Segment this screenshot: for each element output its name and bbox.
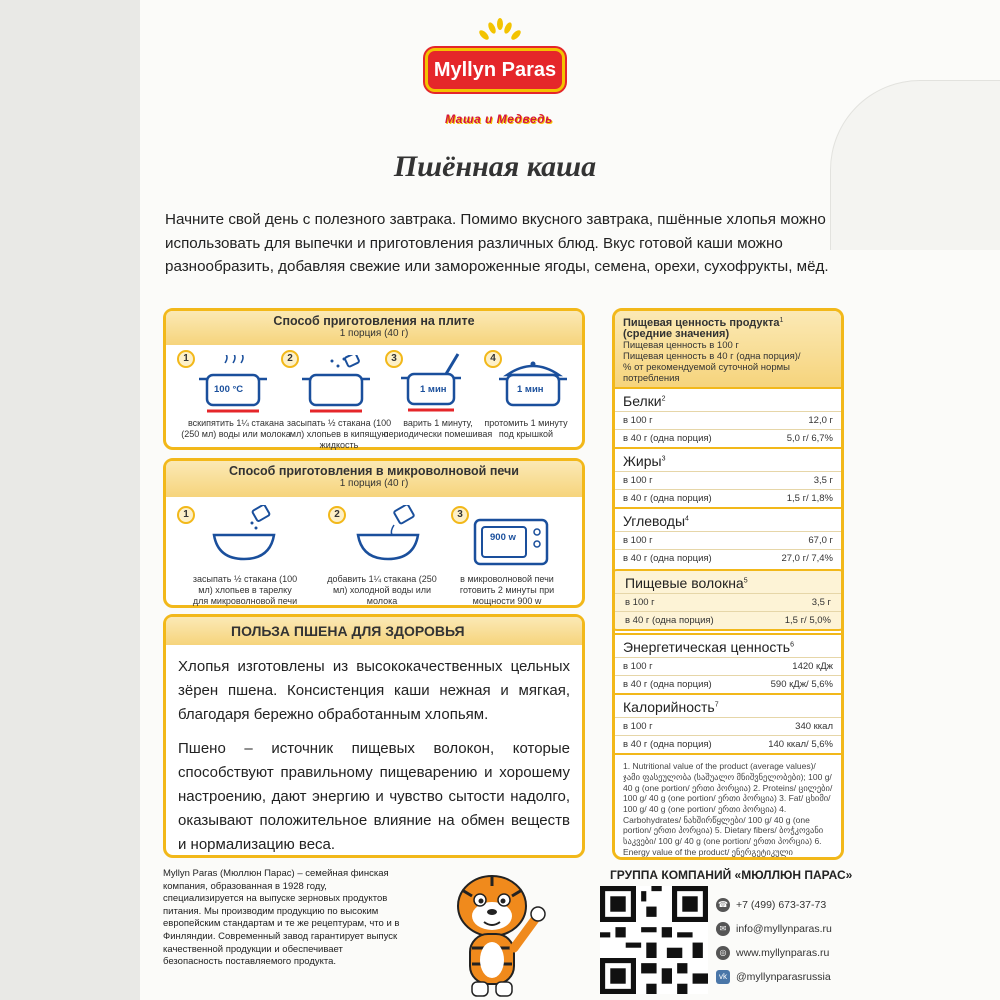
step-number: 1 — [177, 506, 195, 524]
nutrition-line: % от рекомендуемой суточной нормы потребления — [623, 362, 790, 385]
stove-step-text: вскипятить 1¼ стакана (250 мл) воды или молока — [181, 418, 291, 439]
pot-time-label: 1 мин — [420, 384, 447, 395]
pot-time-label: 1 мин — [517, 384, 544, 395]
footnote-ref: 2 — [661, 395, 666, 403]
nutrient-row — [612, 593, 844, 611]
stirring-pot-icon — [398, 352, 473, 414]
nutrition-subtitle: (средние значения) — [623, 328, 730, 341]
nutrient-section-highlight — [612, 569, 844, 631]
nutrient-row — [612, 611, 844, 629]
wheat-icon — [470, 18, 530, 52]
health-paragraph-1: Хлопья изготовлены из высококачественных цельных зёрен пшена. Консистенция каши нежная и мягкая, благодаря бережно обработанным хлопьям. — [178, 658, 570, 723]
row-label: в 100 г — [623, 415, 653, 427]
contact-website[interactable] — [716, 946, 829, 960]
row-label: в 100 г — [623, 535, 653, 547]
globe-icon: ◎ — [716, 946, 730, 960]
microwave-power-label: 900 w — [490, 532, 516, 543]
stove-step-text: протомить 1 минуту под крышкой — [484, 418, 568, 439]
nutrient-section — [615, 507, 841, 567]
row-value: 27,0 г/ 7,4% — [781, 553, 833, 565]
nutrient-name: Белки — [623, 393, 662, 410]
qr-code-icon[interactable] — [600, 886, 708, 994]
nutrient-section — [615, 633, 841, 693]
row-value: 3,5 г — [811, 597, 831, 609]
contact-email[interactable] — [716, 922, 832, 936]
step-number: 3 — [385, 350, 403, 368]
bowl-flakes-icon — [208, 505, 280, 565]
nutrient-section — [615, 447, 841, 507]
website-url: www.myllynparas.ru — [736, 947, 830, 959]
email-address: info@myllynparas.ru — [736, 923, 832, 935]
nutrition-footnote: 1. Nutritional value of the product (average values)/ ჯამი ფასეულობა (საშუალო მნიშვნელობები); 100 g/ 40 g (one portion/ ერთი პორცია) 2. Proteins/ ცილები/ 100 g/ 40 g (one portion/ ერთი პორცია) 3. Fat/ ცხიმი/ 100 g/ 40 g (one portion/ ერთი პორცია) 4. Carbohydrates/ ნახშირწყლები/ 100 g/ 40 g (one portion/ ერთი პორცია) 5. Dietary fibers/ ბოჭკოვანი საკვები/ 100 g/ 40 g (one portion/ ერთი პორცია) 6. Energy value of the product/ ენერგეტიკული — [615, 753, 841, 860]
row-value: 1,5 г/ 5,0% — [784, 615, 831, 627]
stove-title: Способ приготовления на плите — [273, 314, 475, 328]
nutrient-row — [615, 657, 841, 675]
nutrient-row — [615, 717, 841, 735]
row-label: в 40 г (одна порция) — [623, 679, 712, 691]
step-number: 1 — [177, 350, 195, 368]
row-value: 140 ккал/ 5,6% — [768, 739, 833, 751]
health-title: ПОЛЬЗА ПШЕНА ДЛЯ ЗДОРОВЬЯ — [166, 617, 582, 645]
stove-portion: 1 порция (40 г) — [339, 328, 409, 339]
row-value: 5,0 г/ 6,7% — [786, 433, 833, 445]
microwave-step-text: в микроволновой печи готовить 2 минуты при мощности 900 w — [459, 574, 555, 606]
nutrition-title: Пищевая ценность продукта — [623, 317, 780, 330]
vk-handle: @myllynparasrussia — [736, 971, 831, 983]
nutrition-header — [615, 311, 841, 387]
stove-step-text: варить 1 минуту, периодически помешивая — [383, 418, 493, 439]
brand-logo: Myllyn Paras — [425, 48, 565, 92]
nutrient-row — [615, 429, 841, 447]
pot-temperature-label: 100 °C — [214, 384, 244, 395]
group-title: ГРУППА КОМПАНИЙ «МЮЛЛЮН ПАРАС» — [610, 868, 853, 882]
nutrient-row — [615, 531, 841, 549]
microwave-header — [166, 461, 582, 497]
vk-icon: vk — [716, 970, 730, 984]
nutrient-name: Калорийность — [623, 699, 715, 716]
row-label: в 40 г (одна порция) — [625, 615, 714, 627]
row-value: 3,5 г — [813, 475, 833, 487]
row-label: в 40 г (одна порция) — [623, 553, 712, 565]
step-number: 2 — [281, 350, 299, 368]
health-paragraph-2: Пшено – источник пищевых волокон, которые способствуют правильному пищеварению и хорошему настроению, дают энергию и чувство сытости надолго, оказывают положительное влияние на обмен веществ и нормализацию веса. — [178, 740, 570, 853]
nutrient-section — [615, 693, 841, 753]
intro-text: Начните свой день с полезного завтрака. Помимо вкусного завтрака, пшённые хлопья можно использовать для выпечки и приготовления различных блюд. Вкус готовой каши можно разнообразить, добавляя свежие или замороженные ягоды, семена, орехи, сухофрукты, мёд. — [165, 211, 829, 276]
nutrition-line: Пищевая ценность в 40 г (одна порция)/ — [623, 351, 801, 363]
row-label: в 40 г (одна порция) — [623, 433, 712, 445]
footnote-ref: 1 — [779, 317, 784, 324]
microwave-portion: 1 порция (40 г) — [339, 478, 409, 489]
footnote-ref: 3 — [661, 455, 666, 463]
nutrient-row — [615, 471, 841, 489]
row-label: в 100 г — [623, 475, 653, 487]
pour-flakes-pot-icon — [298, 355, 373, 415]
step-number: 4 — [484, 350, 502, 368]
nutrition-line: Пищевая ценность в 100 г — [623, 340, 739, 352]
nutrient-name: Пищевые волокна — [625, 575, 744, 592]
sub-brand-logo: Маша и Медведь — [445, 112, 553, 126]
contact-phone[interactable] — [716, 898, 826, 912]
nutrition-table — [612, 308, 844, 860]
row-value: 340 ккал — [795, 721, 833, 733]
phone-icon: ☎ — [716, 898, 730, 912]
product-title: Пшённая каша — [393, 150, 597, 183]
email-icon: ✉ — [716, 922, 730, 936]
company-description: Myllyn Paras (Мюллюн Парас) – семейная финская компания, образованная в 1928 году, специализируется на выпуске зерновых продуктов питания. Мы производим продукцию по высоким европейским стандартам и те же рецептурам, что и в Финляндии. Современный завод гарантирует выпуск качественной продукции и обеспечивает безопасность поставляемого продукта. — [163, 868, 400, 968]
row-label: в 40 г (одна порция) — [623, 493, 712, 505]
nutrient-name: Жиры — [623, 453, 662, 470]
nutrient-name: Углеводы — [623, 513, 686, 530]
health-benefits — [163, 614, 585, 858]
footnote-ref: 5 — [743, 577, 748, 585]
tiger-mascot-icon — [432, 868, 552, 1000]
nutrient-name: Энергетическая ценность — [623, 639, 791, 656]
row-label: в 100 г — [623, 661, 653, 673]
row-value: 1,5 г/ 1,8% — [786, 493, 833, 505]
nutrient-row — [615, 549, 841, 567]
footnote-ref: 4 — [685, 515, 689, 523]
footnote-ref: 7 — [714, 701, 719, 709]
row-label: в 100 г — [623, 721, 653, 733]
row-value: 590 кДж/ 5,6% — [770, 679, 833, 691]
microwave-title: Способ приготовления в микроволновой печи — [229, 464, 519, 478]
microwave-step-text: добавить 1¼ стакана (250 мл) холодной воды или молока — [327, 574, 437, 606]
row-label: в 40 г (одна порция) — [623, 739, 712, 751]
microwave-icon — [473, 518, 549, 568]
nutrient-row — [615, 675, 841, 693]
row-value: 12,0 г — [808, 415, 833, 427]
footnote-ref: 6 — [790, 641, 794, 649]
phone-number: +7 (499) 673-37-73 — [736, 899, 827, 911]
nutrient-section — [615, 387, 841, 447]
nutrient-row — [615, 489, 841, 507]
covered-pot-icon — [495, 355, 570, 410]
row-label: в 100 г — [625, 597, 655, 609]
box-flap — [830, 80, 1000, 250]
contact-vk[interactable] — [716, 970, 831, 984]
row-value: 1420 кДж — [792, 661, 833, 673]
stove-step-text: засыпать ½ стакана (100 мл) хлопьев в кипящую жидкость — [286, 418, 392, 450]
step-number: 2 — [328, 506, 346, 524]
nutrient-row — [615, 735, 841, 753]
row-value: 67,0 г — [808, 535, 833, 547]
step-number: 3 — [451, 506, 469, 524]
microwave-step-text: засыпать ½ стакана (100 мл) хлопьев в тарелку для микроволновой печи — [192, 574, 298, 606]
stove-header — [166, 311, 582, 345]
nutrient-row — [615, 411, 841, 429]
bowl-liquid-icon — [352, 505, 424, 565]
